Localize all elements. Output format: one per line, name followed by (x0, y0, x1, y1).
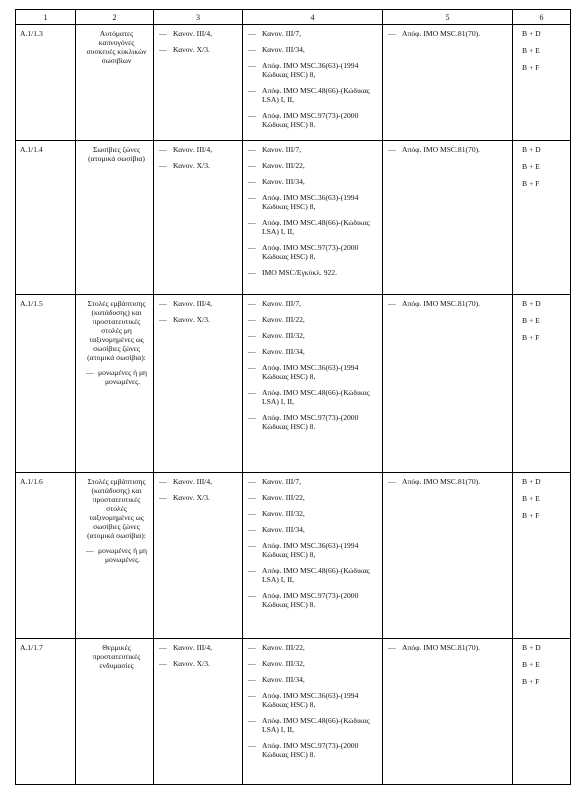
testing-standard (388, 299, 508, 308)
lsa-reference-text: Απόφ. IMO MSC.36(63)-(1994 Κώδικας HSC) 8, (262, 691, 359, 709)
dash-mark: — (248, 86, 256, 95)
column-header-3: 3 (154, 10, 243, 25)
conformity-modules-cell (513, 141, 571, 295)
lsa-reference (248, 388, 378, 406)
dash-mark: — (248, 268, 256, 277)
dash-mark: — (248, 493, 256, 502)
dash-mark: — (388, 643, 396, 652)
solas-regulation (159, 315, 238, 324)
dash-mark: — (388, 477, 396, 486)
lsa-reference (248, 243, 378, 261)
conformity-modules-cell (513, 295, 571, 473)
dash-mark: — (248, 659, 256, 668)
lsa-reference-text: Κανον. III/34, (262, 347, 305, 356)
solas-regulation (159, 145, 238, 154)
equipment-subitem (86, 368, 147, 386)
lsa-reference-text: Απόφ. IMO MSC.48(66)-(Κώδικας LSA) I, II, (262, 86, 370, 104)
conformity-module: B + E (522, 660, 540, 669)
lsa-reference (248, 493, 378, 502)
lsa-references-cell (243, 639, 383, 785)
lsa-reference-text: Απόφ. IMO MSC.97(73)-(2000 Κώδικας HSC) 8. (262, 413, 359, 431)
dash-mark: — (248, 477, 256, 486)
testing-standards-cell (383, 473, 513, 639)
dash-mark: — (159, 161, 167, 170)
equipment-name: Θερμικές προστατευτικές ενδυμασίες (92, 643, 141, 670)
solas-regulations-cell (154, 295, 243, 473)
testing-standard-text: Απόφ. IMO MSC.81(70). (402, 477, 481, 486)
lsa-references-cell (243, 295, 383, 473)
equipment-name-cell (76, 639, 154, 785)
lsa-reference (248, 477, 378, 486)
equipment-code: A.1/1.3 (16, 25, 76, 141)
conformity-modules-cell (513, 639, 571, 785)
conformity-module: B + F (522, 511, 540, 520)
conformity-module: B + F (522, 333, 540, 342)
column-header-6: 6 (513, 10, 571, 25)
lsa-reference (248, 643, 378, 652)
lsa-reference-text: Κανον. III/34, (262, 177, 305, 186)
dash-mark: — (248, 331, 256, 340)
testing-standard-text: Απόφ. IMO MSC.81(70). (402, 299, 481, 308)
lsa-reference-text: Κανον. III/34, (262, 45, 305, 54)
conformity-modules-cell (513, 25, 571, 141)
lsa-reference (248, 659, 378, 668)
lsa-reference (248, 161, 378, 170)
table-row (16, 639, 571, 785)
equipment-subitem-text: μονωμένες ή μη μονωμένες. (98, 546, 147, 564)
lsa-reference (248, 716, 378, 734)
dash-mark: — (248, 509, 256, 518)
solas-regulation (159, 659, 238, 668)
testing-standards-cell (383, 295, 513, 473)
lsa-reference-text: Απόφ. IMO MSC.97(73)-(2000 Κώδικας HSC) 8, (262, 243, 359, 261)
solas-regulations-cell (154, 473, 243, 639)
solas-regulation-text: Κανον. III/4, (173, 643, 213, 652)
solas-regulation-text: Κανον. X/3. (173, 161, 210, 170)
solas-regulation-text: Κανον. X/3. (173, 493, 210, 502)
lsa-reference-text: Απόφ. IMO MSC.48(66)-(Κώδικας LSA) I, II, (262, 388, 370, 406)
column-header-5: 5 (383, 10, 513, 25)
dash-mark: — (159, 477, 167, 486)
lsa-reference (248, 218, 378, 236)
lsa-reference-text: Απόφ. IMO MSC.36(63)-(1994 Κώδικας HSC) 8, (262, 193, 359, 211)
equipment-code: A.1/1.7 (16, 639, 76, 785)
table-row (16, 141, 571, 295)
dash-mark: — (248, 111, 256, 120)
conformity-modules-cell (513, 473, 571, 639)
lsa-reference-text: Κανον. III/32, (262, 509, 305, 518)
conformity-module: B + E (522, 316, 540, 325)
dash-mark: — (159, 643, 167, 652)
dash-mark: — (248, 61, 256, 70)
lsa-reference (248, 347, 378, 356)
equipment-name: Στολές εμβάπτισης (κατάδυσης) και προστατευτικές στολές μη ταξινομημένες ως σωσίβιες ζώνες (ατομικά σωσίβια): (87, 299, 146, 362)
equipment-subitem (86, 546, 147, 564)
lsa-reference-text: Κανον. III/22, (262, 161, 305, 170)
solas-regulation-text: Κανον. X/3. (173, 659, 210, 668)
lsa-references-cell (243, 473, 383, 639)
solas-regulations-cell (154, 639, 243, 785)
dash-mark: — (248, 161, 256, 170)
lsa-reference (248, 177, 378, 186)
lsa-reference (248, 61, 378, 79)
lsa-reference-text: Κανον. III/34, (262, 675, 305, 684)
lsa-reference (248, 525, 378, 534)
dash-mark: — (248, 177, 256, 186)
conformity-module: B + D (522, 299, 541, 308)
dash-mark: — (86, 546, 94, 555)
lsa-reference (248, 509, 378, 518)
lsa-reference-text: Απόφ. IMO MSC.48(66)-(Κώδικας LSA) I, II, (262, 716, 370, 734)
lsa-reference-text: Κανον. III/7, (262, 145, 302, 154)
solas-regulation (159, 45, 238, 54)
lsa-reference-text: Απόφ. IMO MSC.97(73)-(2000 Κώδικας HSC) 8. (262, 111, 359, 129)
lsa-reference-text: Κανον. III/34, (262, 525, 305, 534)
solas-regulation-text: Κανον. III/4, (173, 477, 213, 486)
lsa-reference-text: Κανον. III/32, (262, 659, 305, 668)
lsa-reference (248, 111, 378, 129)
lsa-reference-text: Κανον. III/7, (262, 29, 302, 38)
dash-mark: — (159, 299, 167, 308)
dash-mark: — (248, 29, 256, 38)
lsa-reference (248, 193, 378, 211)
equipment-name-cell (76, 141, 154, 295)
column-header-4: 4 (243, 10, 383, 25)
lsa-reference (248, 315, 378, 324)
table-body (16, 25, 571, 785)
solas-regulation-text: Κανον. X/3. (173, 315, 210, 324)
equipment-code: A.1/1.5 (16, 295, 76, 473)
dash-mark: — (248, 145, 256, 154)
equipment-name-cell (76, 473, 154, 639)
conformity-module: B + F (522, 63, 540, 72)
lsa-reference (248, 363, 378, 381)
dash-mark: — (388, 145, 396, 154)
solas-regulation-text: Κανον. III/4, (173, 299, 213, 308)
dash-mark: — (248, 541, 256, 550)
equipment-name: Στολές εμβάπτισης (κατάδυσης) και προστατευτικές στολές ταξινομημένες ως σωσίβιες ζώνες (ατομικά σωσίβια): (87, 477, 146, 540)
column-header-2: 2 (76, 10, 154, 25)
solas-regulation (159, 161, 238, 170)
testing-standards-cell (383, 25, 513, 141)
solas-regulation-text: Κανον. III/4, (173, 145, 213, 154)
lsa-references-cell (243, 25, 383, 141)
conformity-module: B + F (522, 677, 540, 686)
dash-mark: — (248, 299, 256, 308)
solas-regulation (159, 299, 238, 308)
testing-standard (388, 145, 508, 154)
dash-mark: — (248, 218, 256, 227)
lsa-reference (248, 86, 378, 104)
lsa-reference-text: IMO MSC/Εγκύκλ. 922. (262, 268, 337, 277)
lsa-reference (248, 29, 378, 38)
lsa-reference-text: Απόφ. IMO MSC.36(63)-(1994 Κώδικας HSC) 8, (262, 363, 359, 381)
testing-standard-text: Απόφ. IMO MSC.81(70). (402, 643, 481, 652)
conformity-module: B + E (522, 162, 540, 171)
lsa-references-cell (243, 141, 383, 295)
lsa-reference-text: Απόφ. IMO MSC.97(73)-(2000 Κώδικας HSC) 8. (262, 591, 359, 609)
equipment-subitem-text: μονωμένες ή μη μονωμένες. (98, 368, 147, 386)
equipment-table (15, 9, 571, 785)
lsa-reference (248, 541, 378, 559)
testing-standard (388, 477, 508, 486)
lsa-reference-text: Κανον. III/22, (262, 493, 305, 502)
equipment-name: Αυτόματες καπνογόνες συσκευές κυκλικών σωσιβίων (86, 29, 147, 65)
equipment-name-cell (76, 25, 154, 141)
dash-mark: — (159, 493, 167, 502)
solas-regulations-cell (154, 141, 243, 295)
dash-mark: — (248, 413, 256, 422)
conformity-module: B + E (522, 494, 540, 503)
lsa-reference-text: Κανον. III/22, (262, 643, 305, 652)
dash-mark: — (248, 193, 256, 202)
testing-standard (388, 29, 508, 38)
lsa-reference-text: Κανον. III/22, (262, 315, 305, 324)
dash-mark: — (159, 145, 167, 154)
dash-mark: — (248, 741, 256, 750)
solas-regulation-text: Κανον. X/3. (173, 45, 210, 54)
lsa-reference (248, 413, 378, 431)
lsa-reference (248, 675, 378, 684)
dash-mark: — (248, 566, 256, 575)
dash-mark: — (248, 243, 256, 252)
table-row (16, 25, 571, 141)
solas-regulation (159, 29, 238, 38)
dash-mark: — (86, 368, 94, 377)
lsa-reference (248, 741, 378, 759)
lsa-reference-text: Απόφ. IMO MSC.36(63)-(1994 Κώδικας HSC) 8, (262, 61, 359, 79)
lsa-reference (248, 691, 378, 709)
dash-mark: — (248, 347, 256, 356)
dash-mark: — (248, 315, 256, 324)
dash-mark: — (248, 525, 256, 534)
equipment-name: Σωσίβιες ζώνες (ατομικά σωσίβια) (88, 145, 145, 163)
lsa-reference (248, 268, 378, 277)
solas-regulation (159, 477, 238, 486)
dash-mark: — (248, 591, 256, 600)
lsa-reference (248, 45, 378, 54)
solas-regulation-text: Κανον. III/4, (173, 29, 213, 38)
dash-mark: — (248, 363, 256, 372)
dash-mark: — (248, 45, 256, 54)
lsa-reference-text: Απόφ. IMO MSC.48(66)-(Κώδικας LSA) I, II, (262, 218, 370, 236)
lsa-reference-text: Απόφ. IMO MSC.36(63)-(1994 Κώδικας HSC) 8, (262, 541, 359, 559)
table-row (16, 295, 571, 473)
dash-mark: — (248, 716, 256, 725)
dash-mark: — (388, 299, 396, 308)
dash-mark: — (248, 691, 256, 700)
testing-standards-cell (383, 141, 513, 295)
dash-mark: — (159, 315, 167, 324)
lsa-reference-text: Κανον. III/32, (262, 331, 305, 340)
testing-standard-text: Απόφ. IMO MSC.81(70). (402, 145, 481, 154)
testing-standard (388, 643, 508, 652)
table-row (16, 473, 571, 639)
dash-mark: — (159, 659, 167, 668)
dash-mark: — (248, 643, 256, 652)
equipment-code: A.1/1.4 (16, 141, 76, 295)
header-row (16, 10, 571, 25)
lsa-reference-text: Κανον. III/7, (262, 299, 302, 308)
dash-mark: — (248, 675, 256, 684)
testing-standard-text: Απόφ. IMO MSC.81(70). (402, 29, 481, 38)
lsa-reference (248, 299, 378, 308)
dash-mark: — (159, 45, 167, 54)
solas-regulation (159, 643, 238, 652)
conformity-module: B + D (522, 643, 541, 652)
solas-regulations-cell (154, 25, 243, 141)
conformity-module: B + D (522, 145, 541, 154)
column-header-1: 1 (16, 10, 76, 25)
lsa-reference-text: Κανον. III/7, (262, 477, 302, 486)
dash-mark: — (388, 29, 396, 38)
equipment-name-cell (76, 295, 154, 473)
lsa-reference-text: Απόφ. IMO MSC.97(73)-(2000 Κώδικας HSC) 8. (262, 741, 359, 759)
dash-mark: — (159, 29, 167, 38)
lsa-reference (248, 566, 378, 584)
lsa-reference (248, 331, 378, 340)
equipment-code: A.1/1.6 (16, 473, 76, 639)
conformity-module: B + E (522, 46, 540, 55)
dash-mark: — (248, 388, 256, 397)
conformity-module: B + D (522, 29, 541, 38)
solas-regulation (159, 493, 238, 502)
testing-standards-cell (383, 639, 513, 785)
lsa-reference (248, 591, 378, 609)
lsa-reference (248, 145, 378, 154)
conformity-module: B + D (522, 477, 541, 486)
lsa-reference-text: Απόφ. IMO MSC.48(66)-(Κώδικας LSA) I, II, (262, 566, 370, 584)
conformity-module: B + F (522, 179, 540, 188)
